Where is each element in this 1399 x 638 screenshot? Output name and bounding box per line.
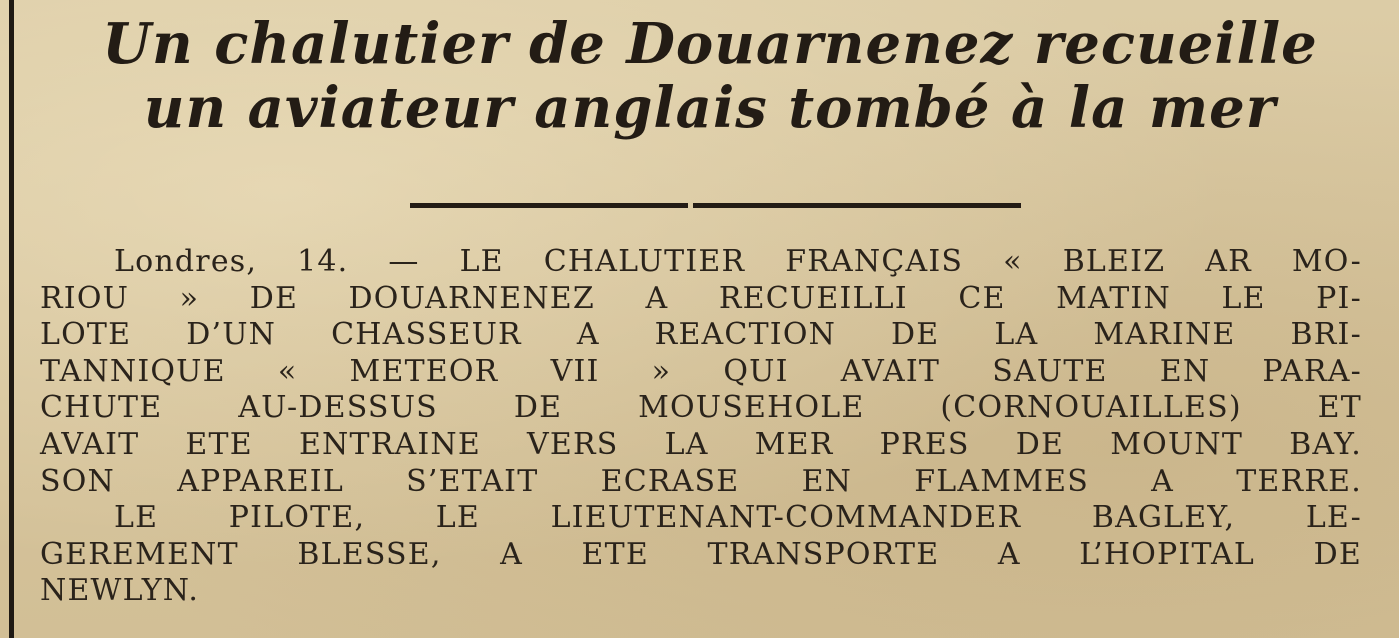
article-word: « [1003, 244, 1023, 279]
article-word: LE [435, 500, 480, 536]
article-word: BRI- [1290, 317, 1362, 353]
article-word: AVAIT [40, 426, 140, 462]
article-word: LE [1221, 280, 1266, 316]
article-body [40, 244, 1362, 610]
article-word: LE [459, 244, 504, 279]
article-line [40, 390, 1362, 427]
article-word: ENTRAINE [298, 426, 481, 462]
article-word: QUI [723, 353, 789, 389]
article-word: DE [1015, 426, 1065, 462]
article-word: FRANÇAIS [785, 244, 964, 279]
headline-line-1: Un chalutier de Douarnenez recueille [102, 11, 1318, 77]
article-word: LE [114, 500, 159, 536]
article-word: Londres, [114, 244, 258, 279]
article-word: AR [1205, 244, 1252, 279]
article-word: D’UN [186, 317, 277, 353]
article-word: A [997, 536, 1021, 572]
article-word: VERS [527, 426, 619, 462]
article-word: ETE [185, 426, 253, 462]
article-word: GEREMENT [40, 536, 239, 572]
article-word: LE- [1305, 500, 1362, 536]
article-word: PI- [1316, 280, 1362, 316]
headline-line-2: un aviateur anglais tombé à la mer [143, 75, 1277, 141]
article-word: DE [249, 280, 299, 316]
article-word: BLESSE, [297, 536, 442, 572]
headline-divider-right [693, 203, 1021, 208]
headline-divider-left [410, 203, 688, 208]
article-word: TRANSPORTE [707, 536, 940, 572]
article-line [40, 573, 1362, 610]
article-word: DE [513, 390, 563, 426]
article-word: LA [994, 317, 1039, 353]
article-line [40, 281, 1362, 318]
article-word: PILOTE, [228, 500, 366, 536]
article-word: PRES [879, 426, 970, 462]
article-word: CHALUTIER [543, 244, 746, 279]
article-line [40, 317, 1362, 354]
article-word: TANNIQUE [40, 353, 226, 389]
article-word: SON [40, 463, 115, 499]
article-line [40, 537, 1362, 574]
article-word: A [1151, 463, 1175, 499]
article-word: (CORNOUAILLES) [940, 390, 1242, 426]
article-word: ECRASE [600, 463, 740, 499]
article-word: CHUTE [40, 390, 163, 426]
headline [40, 12, 1380, 140]
article-line [40, 354, 1362, 391]
article-word: PARA- [1262, 353, 1362, 389]
article-word: VII [550, 353, 600, 389]
article-word: ETE [581, 536, 649, 572]
article-word: 14. [297, 244, 349, 279]
article-word: S’ETAIT [406, 463, 539, 499]
article-line [40, 500, 1362, 537]
article-word: EN [1159, 353, 1211, 389]
article-word: L’HOPITAL [1079, 536, 1256, 572]
article-word: AVAIT [840, 353, 941, 389]
article-word: REACTION [654, 317, 837, 353]
article-word: BAY. [1289, 426, 1362, 462]
article-word: RECUEILLI [718, 280, 908, 316]
article-word: LIEUTENANT-COMMANDER [550, 500, 1022, 536]
article-word: DOUARNENEZ [348, 280, 595, 316]
article-line [40, 427, 1362, 464]
article-word: MOUSEHOLE [638, 390, 865, 426]
article-word: SAUTE [992, 353, 1108, 389]
article-word: APPAREIL [177, 463, 344, 499]
article-word: A [645, 280, 669, 316]
article-word: LA [664, 426, 709, 462]
article-word: FLAMMES [914, 463, 1089, 499]
article-word: « [277, 353, 298, 389]
article-word: METEOR [349, 353, 499, 389]
article-word: CHASSEUR [331, 317, 522, 353]
article-word: DE [891, 317, 940, 353]
article-word: BLEIZ [1062, 244, 1166, 279]
article-line [40, 464, 1362, 501]
article-word: CE [958, 280, 1006, 316]
article-word: BAGLEY, [1091, 500, 1236, 536]
article-word: A [500, 536, 524, 572]
article-word: » [651, 353, 672, 389]
article-word: A [576, 317, 600, 353]
article-word: EN [801, 463, 853, 499]
article-word: MATIN [1056, 280, 1171, 316]
article-word: MARINE [1093, 317, 1236, 353]
article-word: » [179, 280, 200, 316]
article-word: LOTE [40, 317, 132, 353]
article-word: AU-DESSUS [238, 390, 438, 426]
article-word: — [388, 244, 420, 279]
article-word: MOUNT [1110, 426, 1244, 462]
article-word: TERRE. [1236, 463, 1362, 499]
article-word: MO- [1291, 244, 1362, 279]
article-word: DE [1313, 536, 1362, 572]
article-word: NEWLYN. [40, 573, 200, 609]
article-word: ET [1317, 390, 1362, 426]
article-word: RIOU [40, 280, 130, 316]
column-rule [9, 0, 14, 638]
article-line [40, 244, 1362, 281]
article-word: MER [754, 426, 834, 462]
